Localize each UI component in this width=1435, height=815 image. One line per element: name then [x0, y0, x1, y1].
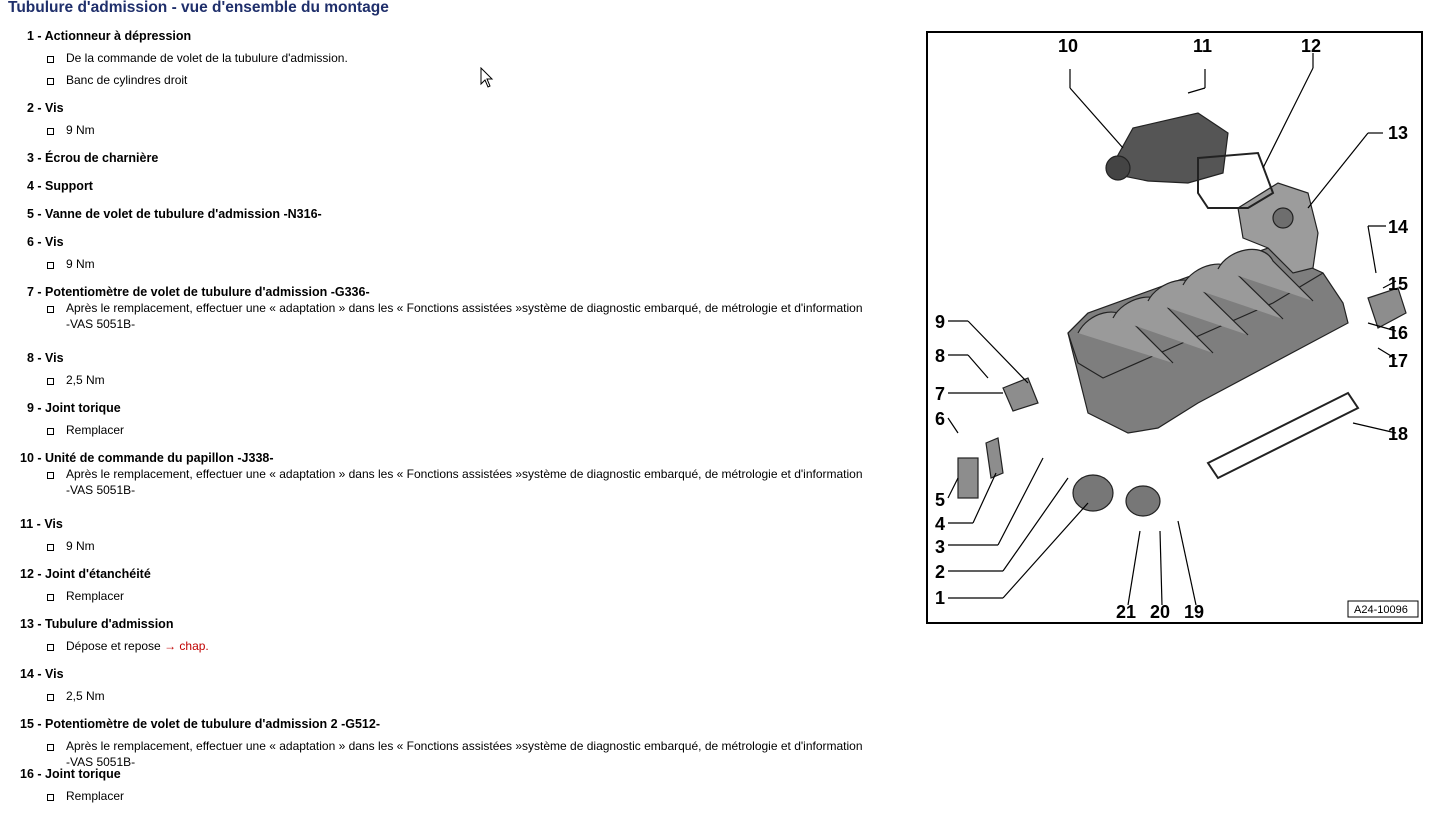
item-heading: 5 - Vanne de volet de tubulure d'admission -N316- — [27, 207, 322, 221]
chapter-link[interactable]: → chap. — [164, 639, 209, 653]
item-detail — [66, 538, 866, 554]
item-detail-text: 2,5 Nm — [66, 689, 105, 703]
checkbox-bullet-icon — [47, 544, 54, 551]
item-heading: 1 - Actionneur à dépression — [27, 29, 192, 43]
checkbox-bullet-icon — [47, 594, 54, 601]
callout-17: 17 — [1388, 351, 1409, 371]
item-detail — [66, 588, 866, 604]
item-detail-text: Après le remplacement, effectuer une « adaptation » dans les « Fonctions assistées »système de diagnostic embarqué, de métrologie et d'information -VAS 5051B- — [66, 739, 863, 769]
callout-5: 5 — [935, 490, 946, 510]
callout-7: 7 — [935, 384, 946, 404]
item-detail-text: Remplacer — [66, 423, 125, 437]
callout-21: 21 — [1116, 602, 1137, 622]
item-heading: 16 - Joint torique — [20, 767, 121, 781]
item-detail — [66, 638, 866, 654]
item-detail-text: Remplacer — [66, 789, 125, 803]
checkbox-bullet-icon — [47, 378, 54, 385]
item-detail — [66, 300, 866, 332]
item-detail-text: Après le remplacement, effectuer une « adaptation » dans les « Fonctions assistées »système de diagnostic embarqué, de métrologie et d'information -VAS 5051B- — [66, 301, 863, 331]
item-detail-text: Remplacer — [66, 589, 125, 603]
item-heading: 15 - Potentiomètre de volet de tubulure d'admission 2 -G512- — [20, 717, 380, 731]
item-detail — [66, 738, 866, 770]
callout-16: 16 — [1388, 323, 1409, 343]
item-detail — [66, 788, 866, 804]
item-detail — [66, 466, 866, 498]
item-detail — [66, 688, 866, 704]
item-detail-text: Banc de cylindres droit — [66, 73, 188, 87]
checkbox-bullet-icon — [47, 428, 54, 435]
exploded-view-figure — [926, 31, 1423, 624]
item-heading: 12 - Joint d'étanchéité — [20, 567, 151, 581]
item-detail-text: Après le remplacement, effectuer une « adaptation » dans les « Fonctions assistées »système de diagnostic embarqué, de métrologie et d'information -VAS 5051B- — [66, 467, 863, 497]
callout-19: 19 — [1184, 602, 1205, 622]
checkbox-bullet-icon — [47, 128, 54, 135]
item-detail — [66, 72, 866, 88]
item-heading: 10 - Unité de commande du papillon -J338- — [20, 451, 274, 465]
callout-10: 10 — [1058, 36, 1079, 56]
item-detail — [66, 372, 866, 388]
intake-manifold-diagram — [928, 33, 1421, 622]
item-heading: 6 - Vis — [27, 235, 64, 249]
callout-2: 2 — [935, 562, 946, 582]
item-detail-text: 9 Nm — [66, 123, 95, 137]
item-detail — [66, 256, 866, 272]
page-title: Tubulure d'admission - vue d'ensemble du montage — [8, 0, 389, 16]
callout-14: 14 — [1388, 217, 1409, 237]
callout-11: 11 — [1193, 36, 1213, 56]
item-heading: 2 - Vis — [27, 101, 64, 115]
item-heading: 4 - Support — [27, 179, 93, 193]
checkbox-bullet-icon — [47, 744, 54, 751]
callout-8: 8 — [935, 346, 946, 366]
mouse-cursor-icon — [480, 67, 494, 89]
callout-13: 13 — [1388, 123, 1409, 143]
item-detail-text: 9 Nm — [66, 539, 95, 553]
item-heading: 7 - Potentiomètre de volet de tubulure d'admission -G336- — [27, 285, 370, 299]
callout-12: 12 — [1301, 36, 1322, 56]
item-detail — [66, 50, 866, 66]
checkbox-bullet-icon — [47, 694, 54, 701]
checkbox-bullet-icon — [47, 78, 54, 85]
checkbox-bullet-icon — [47, 794, 54, 801]
callout-1: 1 — [935, 588, 946, 608]
callout-3: 3 — [935, 537, 946, 557]
checkbox-bullet-icon — [47, 644, 54, 651]
callout-9: 9 — [935, 312, 946, 332]
ref-code: A24-10096 — [1354, 604, 1408, 616]
callout-4: 4 — [935, 514, 946, 534]
item-heading: 8 - Vis — [27, 351, 64, 365]
item-detail-text: 2,5 Nm — [66, 373, 105, 387]
callout-20: 20 — [1150, 602, 1171, 622]
item-heading: 9 - Joint torique — [27, 401, 121, 415]
item-detail — [66, 422, 866, 438]
item-detail-text: Dépose et repose — [66, 639, 161, 653]
callout-18: 18 — [1388, 424, 1409, 444]
item-heading: 13 - Tubulure d'admission — [20, 617, 174, 631]
item-detail-text: De la commande de volet de la tubulure d'admission. — [66, 51, 348, 65]
item-heading: 14 - Vis — [20, 667, 64, 681]
checkbox-bullet-icon — [47, 262, 54, 269]
item-detail — [66, 122, 866, 138]
item-heading: 11 - Vis — [20, 517, 63, 531]
callout-6: 6 — [935, 409, 946, 429]
item-detail-text: 9 Nm — [66, 257, 95, 271]
checkbox-bullet-icon — [47, 56, 54, 63]
callout-15: 15 — [1388, 274, 1409, 294]
checkbox-bullet-icon — [47, 306, 54, 313]
item-heading: 3 - Écrou de charnière — [27, 151, 159, 165]
manifold-parts — [958, 113, 1409, 516]
checkbox-bullet-icon — [47, 472, 54, 479]
